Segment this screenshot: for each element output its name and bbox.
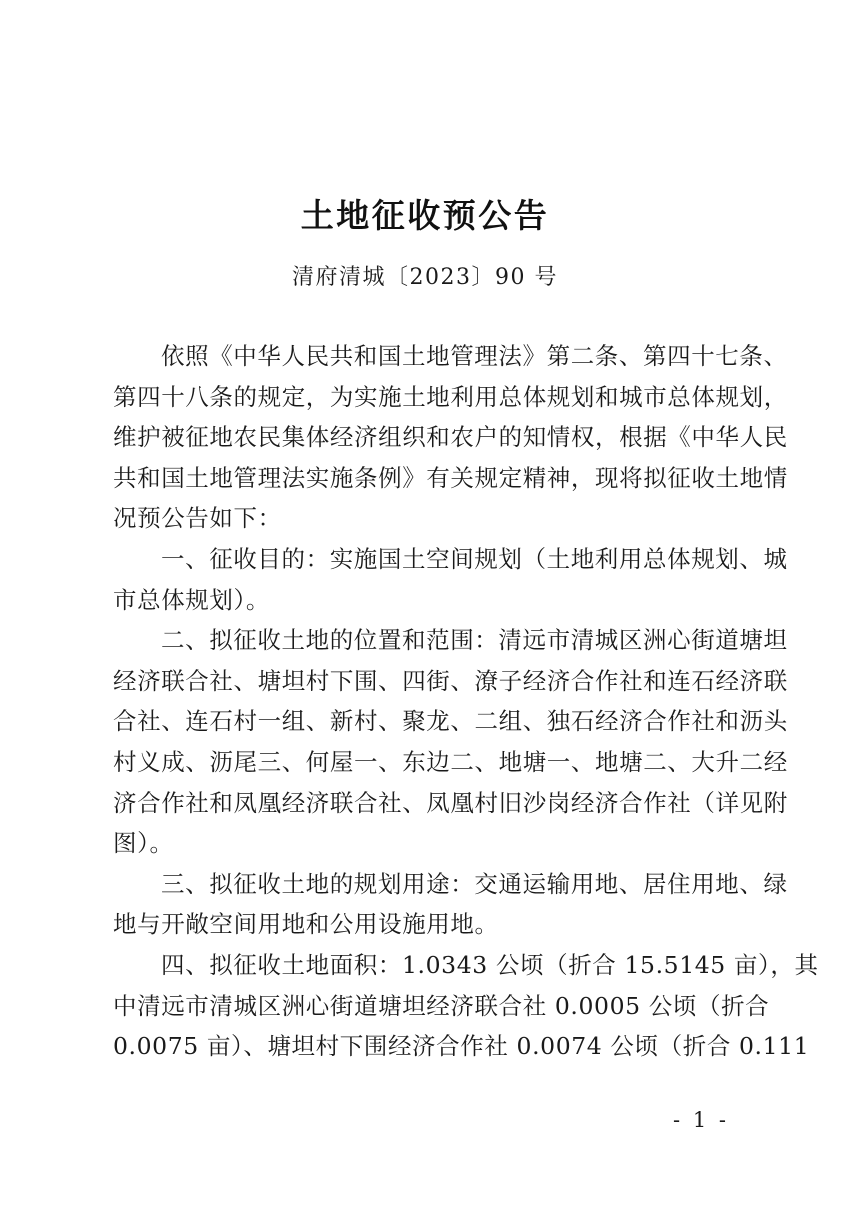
body-line: 村义成、沥尾三、何屋一、东边二、地塘一、地塘二、大升二经 — [113, 747, 788, 776]
body-line: 第四十八条的规定，为实施土地利用总体规划和城市总体规划， — [113, 382, 788, 411]
body-line: 共和国土地管理法实施条例》有关规定精神，现将拟征收土地情 — [113, 463, 788, 492]
body-line: 地与开敞空间用地和公用设施用地。 — [113, 910, 499, 939]
body-line: 济合作社和凤凰经济联合社、凤凰村旧沙岗经济合作社（详见附 — [113, 788, 788, 817]
body-line: 0.0075 亩）、塘坦村下围经济合作社 0.0074 公顷（折合 0.111 — [113, 1032, 810, 1061]
body-line: 况预公告如下： — [113, 504, 282, 533]
body-line: 市总体规划）。 — [113, 585, 270, 614]
body-line: 经济联合社、塘坦村下围、四街、潦子经济合作社和连石经济联 — [113, 666, 788, 695]
body-line: 中清远市清城区洲心街道塘坦经济联合社 0.0005 公顷（折合 — [113, 991, 770, 1020]
body-line: 二、拟征收土地的位置和范围：清远市清城区洲心街道塘坦 — [161, 626, 788, 655]
body-line: 四、拟征收土地面积：1.0343 公顷（折合 15.5145 亩），其 — [161, 950, 819, 979]
page-number: - 1 - — [673, 1108, 729, 1132]
page-title: 土地征收预公告 — [300, 196, 550, 236]
body-line: 维护被征地农民集体经济组织和农户的知情权，根据《中华人民 — [113, 423, 788, 452]
page-footer — [0, 1105, 850, 1135]
body-line: 合社、连石村一组、新村、聚龙、二组、独石经济合作社和沥头 — [113, 707, 788, 736]
body-line: 三、拟征收土地的规划用途：交通运输用地、居住用地、绿 — [161, 869, 788, 898]
document-number: 清府清城〔2023〕90 号 — [292, 265, 558, 290]
body-line: 图）。 — [113, 829, 174, 858]
body-line: 依照《中华人民共和国土地管理法》第二条、第四十七条、 — [161, 342, 788, 370]
document-body — [113, 336, 819, 1067]
body-line: 一、征收目的：实施国土空间规划（土地利用总体规划、城 — [161, 544, 788, 573]
